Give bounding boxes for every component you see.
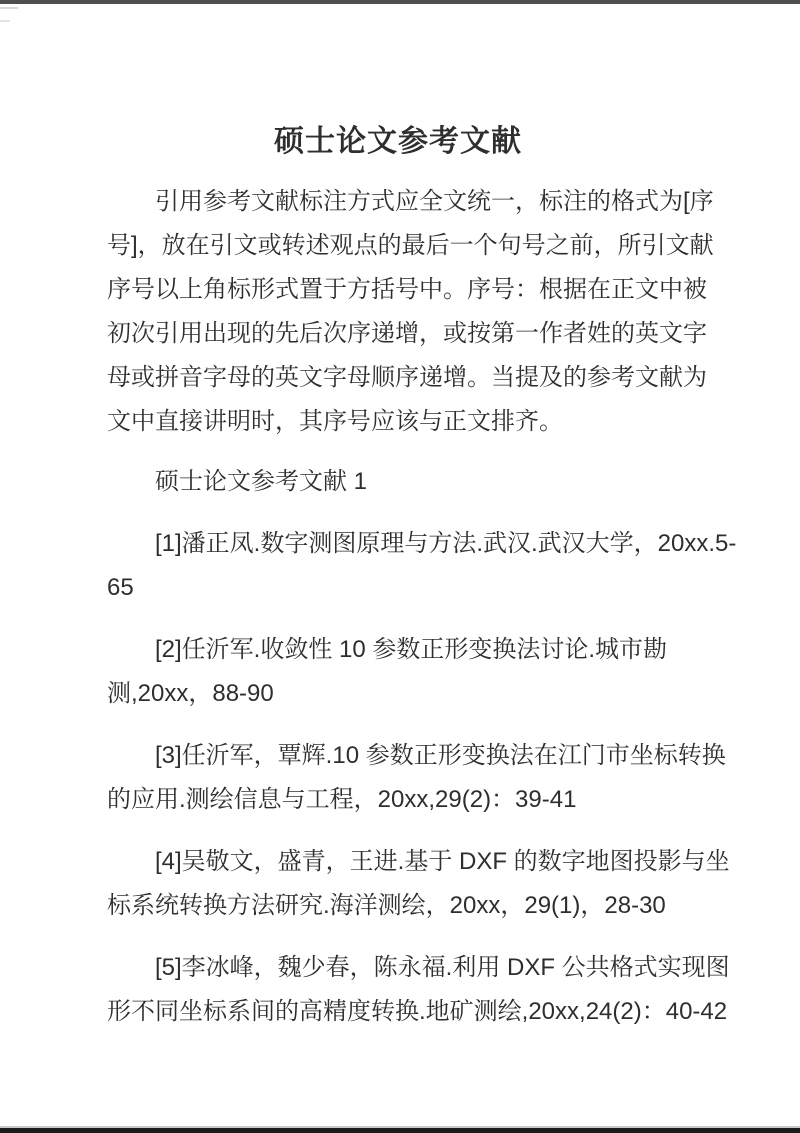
reference-line: [1]潘正凤.数字测图原理与方法.武汉.武汉大学，20xx.5- <box>155 530 737 557</box>
reference-line: [4]吴敬文，盛青，王进.基于 DXF 的数字地图投影与坐 <box>155 848 730 875</box>
section-heading-paragraph <box>107 460 689 504</box>
document-title: 硕士论文参考文献 <box>274 125 522 158</box>
reference-item <box>107 628 689 716</box>
reference-line: 测,20xx，88-90 <box>107 680 274 707</box>
reference-line: 标系统转换方法研究.海洋测绘，20xx，29(1)，28-30 <box>107 892 666 919</box>
bottom-edge-bar <box>0 1126 800 1133</box>
reference-line: 的应用.测绘信息与工程，20xx,29(2)：39-41 <box>107 786 577 813</box>
reference-line: [5]李冰峰，魏少春，陈永福.利用 DXF 公共格式实现图 <box>155 954 730 981</box>
intro-line: 引用参考文献标注方式应全文统一，标注的格式为[序 <box>155 188 714 215</box>
document-content <box>107 0 737 1034</box>
reference-line: [3]任沂军，覃辉.10 参数正形变换法在江门市坐标转换 <box>155 742 726 769</box>
section-heading: 硕士论文参考文献 1 <box>155 468 368 495</box>
reference-item <box>107 946 730 1034</box>
intro-line: 序号以上角标形式置于方括号中。序号：根据在正文中被 <box>107 276 707 303</box>
reference-item <box>107 840 730 928</box>
reference-line: [2]任沂军.收敛性 10 参数正形变换法讨论.城市勘 <box>155 636 668 663</box>
reference-item <box>107 522 737 610</box>
intro-paragraph <box>107 180 714 444</box>
reference-item <box>107 734 726 822</box>
scan-artifact-mark <box>0 7 18 9</box>
intro-line: 母或拼音字母的英文字母顺序递增。当提及的参考文献为 <box>107 364 707 391</box>
reference-line: 65 <box>107 574 134 601</box>
intro-line: 文中直接讲明时，其序号应该与正文排齐。 <box>107 408 563 435</box>
intro-line: 号]，放在引文或转述观点的最后一个句号之前，所引文献 <box>107 232 714 259</box>
reference-line: 形不同坐标系间的高精度转换.地矿测绘,20xx,24(2)：40-42 <box>107 998 728 1025</box>
intro-line: 初次引用出现的先后次序递增，或按第一作者姓的英文字 <box>107 320 707 347</box>
scan-artifact-mark <box>0 20 10 22</box>
